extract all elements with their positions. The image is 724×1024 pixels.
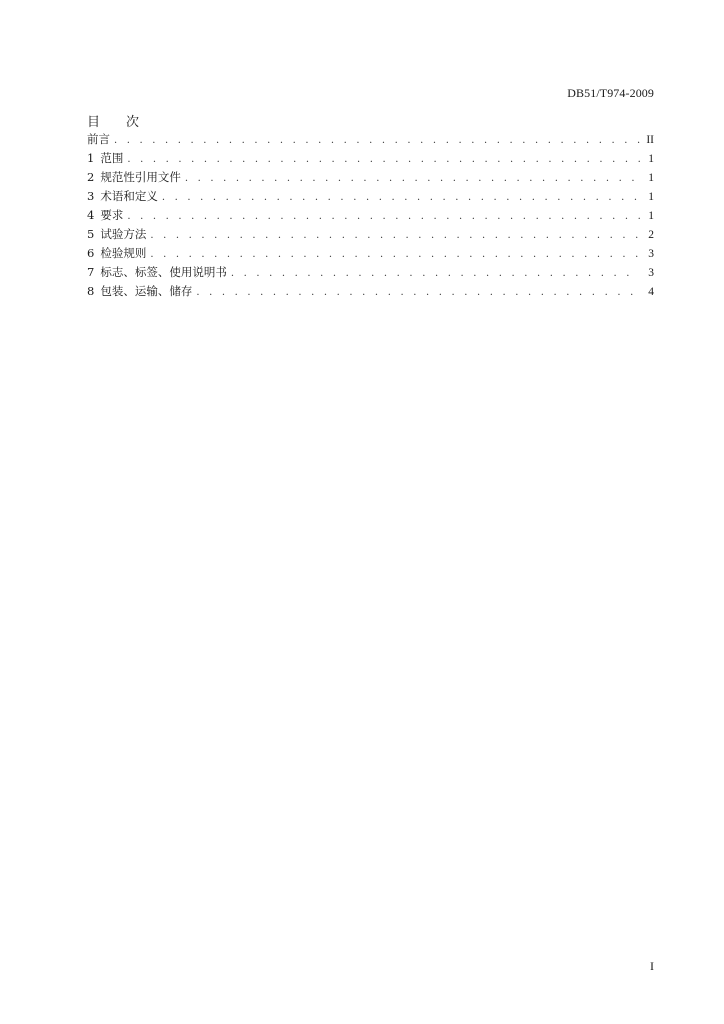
- toc-entry-number: 7: [87, 265, 95, 279]
- table-of-contents: [87, 130, 654, 301]
- toc-entry-page: 4: [648, 286, 654, 298]
- toc-entry-7[interactable]: [87, 263, 654, 282]
- toc-entry-label: 规范性引用文件: [100, 170, 181, 184]
- toc-entry-page: 2: [648, 229, 654, 241]
- toc-entry-page: 1: [648, 191, 654, 203]
- toc-entry-page: 1: [648, 153, 654, 165]
- toc-entry-label: 检验规则: [100, 246, 147, 260]
- page-number: I: [650, 959, 654, 973]
- toc-entry-page: II: [646, 134, 654, 146]
- toc-leader-dots: [150, 245, 640, 264]
- toc-leader-dots: [127, 207, 640, 226]
- toc-entry-label: 前言: [87, 132, 110, 146]
- toc-entry-4[interactable]: [87, 206, 654, 225]
- toc-entry-6[interactable]: [87, 244, 654, 263]
- toc-title-second-char: 次: [126, 115, 140, 130]
- toc-entry-label: 要求: [100, 208, 124, 222]
- toc-entry-foreword[interactable]: [87, 130, 654, 149]
- toc-entry-page: 3: [648, 267, 654, 279]
- toc-entry-number: 6: [87, 246, 95, 260]
- toc-entry-label: 范围: [100, 151, 124, 165]
- toc-entry-number: 8: [87, 284, 95, 298]
- toc-leader-dots: [114, 131, 640, 150]
- toc-entry-page: 1: [648, 172, 654, 184]
- toc-leader-dots: [185, 169, 640, 188]
- toc-entry-label: 术语和定义: [100, 189, 158, 203]
- toc-leader-dots: [127, 150, 640, 169]
- toc-entry-label: 试验方法: [100, 227, 147, 241]
- toc-leader-dots: [231, 264, 640, 283]
- toc-entry-label: 包装、运输、储存: [100, 284, 193, 298]
- toc-leader-dots: [162, 188, 640, 207]
- toc-entry-number: 3: [87, 189, 95, 203]
- toc-entry-2[interactable]: [87, 168, 654, 187]
- toc-title-first-char: 目: [87, 115, 101, 130]
- toc-entry-page: 3: [648, 248, 654, 260]
- toc-entry-number: 1: [87, 151, 95, 165]
- toc-title: [87, 111, 139, 130]
- toc-leader-dots: [150, 226, 640, 245]
- toc-entry-1[interactable]: [87, 149, 654, 168]
- toc-entry-8[interactable]: [87, 282, 654, 301]
- toc-entry-3[interactable]: [87, 187, 654, 206]
- toc-entry-number: 4: [87, 208, 95, 222]
- toc-entry-label: 标志、标签、使用说明书: [100, 265, 227, 279]
- document-code: DB51/T974-2009: [567, 86, 654, 100]
- toc-entry-5[interactable]: [87, 225, 654, 244]
- toc-entry-number: 5: [87, 227, 95, 241]
- toc-entry-page: 1: [648, 210, 654, 222]
- toc-entry-number: 2: [87, 170, 95, 184]
- toc-leader-dots: [196, 283, 640, 302]
